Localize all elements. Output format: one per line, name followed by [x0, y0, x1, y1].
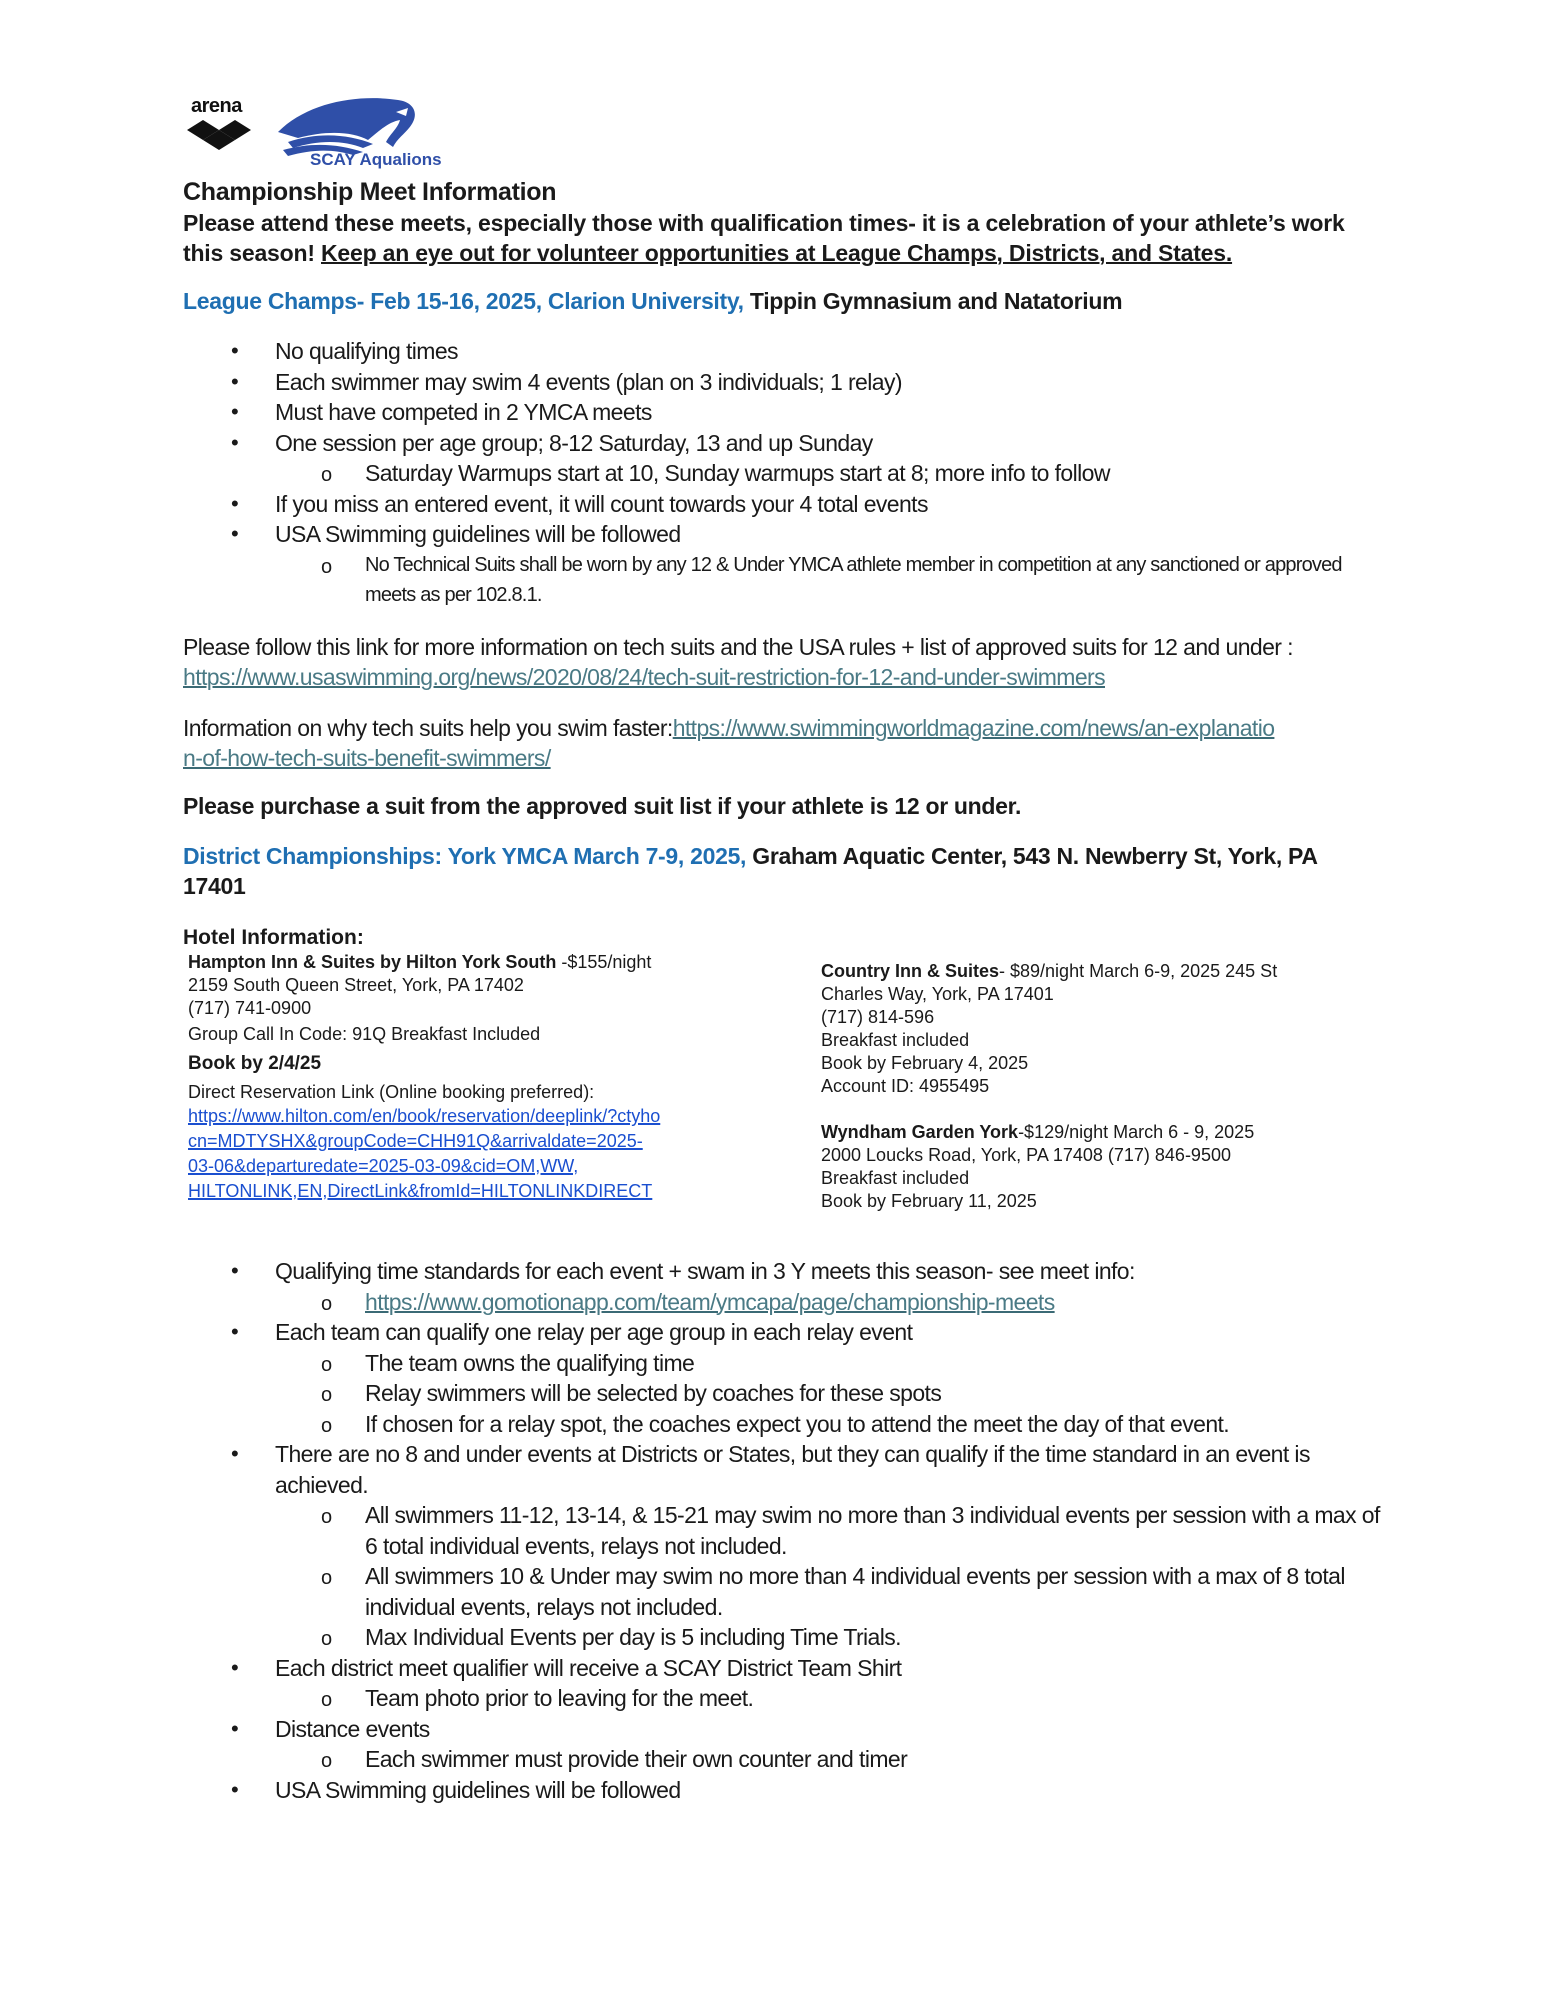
list-item-text: Relay swimmers will be selected by coaches for these spots — [365, 1380, 942, 1406]
hotel-name: Country Inn & Suites — [821, 961, 1000, 981]
volunteer-note: Keep an eye out for volunteer opportunities at League Champs, Districts, and States. — [321, 240, 1233, 266]
list-item-text: There are no 8 and under events at Districts or States, but they can qualify if the time standard in an event is achieved. — [275, 1441, 1310, 1498]
hotel-book-by: Book by February 4, 2025 — [821, 1053, 1029, 1073]
bullet-icon: • — [231, 399, 239, 424]
bullet-icon: • — [231, 1715, 239, 1741]
list-item-text: Saturday Warmups start at 10, Sunday warmups start at 8; more info to follow — [365, 460, 1110, 486]
sub-bullet-icon: o — [321, 464, 332, 486]
aqualions-logo — [268, 92, 442, 174]
sub-bullet-icon: o — [321, 1414, 332, 1437]
list-item — [183, 1256, 1383, 1287]
league-champs-list — [183, 336, 1383, 610]
districts-date-location: District Championships: York YMCA March 7-9, 2025, — [183, 843, 747, 869]
sub-bullet-icon: o — [321, 1292, 332, 1315]
why-tech-suits-text: Information on why tech suits help you swim faster: — [183, 715, 673, 741]
list-item — [183, 428, 1383, 459]
bullet-icon: • — [231, 368, 239, 394]
list-item-text: Qualifying time standards for each event + swam in 3 Y meets this season- see meet info: — [275, 1258, 1135, 1284]
list-item-text: All swimmers 10 & Under may swim no more than 4 individual events per session with a max of 8 total individual events, relays not included. — [365, 1563, 1345, 1620]
sub-bullet-icon: o — [321, 1567, 332, 1589]
sub-bullet-icon: o — [321, 1353, 332, 1376]
list-subitem — [183, 1348, 1383, 1379]
districts-venue: Graham Aquatic Center, 543 N. Newberry St, York, PA 17401 — [183, 843, 1317, 899]
list-item-text: No Technical Suits shall be worn by any 12 & Under YMCA athlete member in competition at any sanctioned or approved meets as per 102.8.1. — [365, 553, 1342, 606]
bullet-icon: • — [231, 338, 239, 363]
hotel-breakfast: Breakfast included — [821, 1030, 970, 1050]
hotel-phone: (717) 814-596 — [821, 1007, 935, 1027]
hotel-address: 2159 South Queen Street, York, PA 17402 — [188, 975, 524, 995]
list-subitem — [183, 1683, 1383, 1714]
list-item — [183, 1775, 1383, 1806]
list-item — [183, 1714, 1383, 1745]
league-champs-date-location: League Champs- Feb 15-16, 2025, Clarion University, — [183, 288, 744, 314]
list-item — [183, 489, 1383, 520]
tech-suit-paragraph — [183, 632, 1383, 692]
list-subitem — [183, 1622, 1383, 1653]
list-item-text: Each swimmer may swim 4 events (plan on 3 individuals; 1 relay) — [275, 368, 902, 395]
list-item-text: USA Swimming guidelines will be followed — [275, 1776, 681, 1803]
hotel-wyndham — [821, 1121, 1381, 1213]
hotel-country-inn — [821, 960, 1381, 1098]
hotel-address: Charles Way, York, PA 17401 — [821, 984, 1054, 1004]
hotel-group-code: Group Call In Code: 91Q Breakfast Included — [188, 1024, 541, 1044]
hotel-info-label: Hotel Information: — [183, 926, 364, 949]
list-subitem — [183, 1500, 1383, 1561]
list-item — [183, 1317, 1383, 1348]
list-subitem — [183, 1378, 1383, 1409]
hotel-account-id: Account ID: 4955495 — [821, 1076, 990, 1096]
hotel-price: -$155/night — [556, 952, 652, 972]
list-subitem — [183, 550, 1383, 610]
list-subitem — [183, 1561, 1383, 1622]
hotel-link-label: Direct Reservation Link (Online booking preferred): — [188, 1082, 595, 1102]
list-item-text: Each district meet qualifier will receive a SCAY District Team Shirt — [275, 1654, 902, 1681]
sub-bullet-icon: o — [321, 1689, 332, 1711]
hilton-reservation-link[interactable] — [188, 1104, 748, 1204]
list-item-text: No qualifying times — [275, 338, 458, 364]
link-line: 03-06&departuredate=2025-03-09&cid=OM,WW, — [188, 1156, 579, 1176]
league-champs-heading — [183, 286, 1122, 316]
hotel-price: - $89/night March 6-9, 2025 245 St — [999, 961, 1278, 981]
hotel-book-by: Book by February 11, 2025 — [821, 1191, 1037, 1211]
list-item-text: Each team can qualify one relay per age group in each relay event — [275, 1319, 913, 1345]
tech-suit-text: Please follow this link for more information on tech suits and the USA rules + list of approved suits for 12 and under : — [183, 634, 1293, 660]
list-item-text: If chosen for a relay spot, the coaches expect you to attend the meet the day of that event. — [365, 1410, 1230, 1437]
hotel-price: -$129/night March 6 - 9, 2025 — [1018, 1122, 1255, 1142]
swimming-world-link[interactable]: https://www.swimmingworldmagazine.com/news/an-explanation-of-how-tech-suits-benefit-swimmers/ — [183, 715, 1275, 771]
districts-list — [183, 1256, 1383, 1805]
hotel-name: Hampton Inn & Suites by Hilton York South — [188, 952, 557, 972]
sub-bullet-icon: o — [321, 1384, 332, 1406]
team-name: SCAY Aqualions — [310, 150, 442, 169]
page-title: Championship Meet Information — [183, 178, 557, 206]
list-item — [183, 519, 1383, 550]
list-item-text: Must have competed in 2 YMCA meets — [275, 399, 652, 425]
hotel-name: Wyndham Garden York — [821, 1122, 1019, 1142]
link-line: HILTONLINK,EN,DirectLink&fromId=HILTONLINKDIRECT — [188, 1181, 653, 1201]
link-line: https://www.hilton.com/en/book/reservation/deeplink/?ctyho — [188, 1106, 661, 1126]
list-item-text: Distance events — [275, 1715, 430, 1742]
list-item-text: The team owns the qualifying time — [365, 1349, 695, 1376]
link-line: cn=MDTYSHX&groupCode=CHH91Q&arrivaldate=2025- — [188, 1131, 643, 1151]
purchase-note: Please purchase a suit from the approved suit list if your athlete is 12 or under. — [183, 793, 1022, 819]
bullet-icon: • — [231, 429, 239, 455]
bullet-icon: • — [231, 1258, 239, 1283]
bullet-icon: • — [231, 1654, 239, 1680]
league-champs-venue: Tippin Gymnasium and Natatorium — [743, 288, 1123, 314]
list-item — [183, 336, 1383, 367]
hotel-book-by: Book by 2/4/25 — [188, 1053, 322, 1074]
districts-heading — [183, 841, 1333, 901]
list-item-text: Max Individual Events per day is 5 including Time Trials. — [365, 1624, 901, 1650]
list-item-text: One session per age group; 8-12 Saturday, 13 and up Sunday — [275, 429, 873, 456]
intro-paragraph — [183, 208, 1383, 268]
bullet-icon: • — [231, 490, 239, 516]
list-item — [183, 397, 1383, 428]
list-item — [183, 367, 1383, 398]
gomotion-championship-link[interactable]: https://www.gomotionapp.com/team/ymcapa/page/championship-meets — [365, 1288, 1055, 1315]
bullet-icon: • — [231, 1776, 239, 1802]
list-subitem — [183, 1287, 1383, 1318]
sub-bullet-icon: o — [321, 1628, 332, 1650]
list-item — [183, 1653, 1383, 1684]
list-item-text: If you miss an entered event, it will count towards your 4 total events — [275, 490, 928, 517]
list-item — [183, 1439, 1383, 1500]
sub-bullet-icon: o — [321, 1750, 332, 1772]
list-item-text: All swimmers 11-12, 13-14, & 15-21 may swim no more than 3 individual events per session with a max of 6 total individual events, relays not included. — [365, 1502, 1380, 1559]
list-subitem — [183, 1409, 1383, 1440]
list-subitem — [183, 1744, 1383, 1775]
sub-bullet-icon: o — [321, 1506, 332, 1528]
list-item-text: Team photo prior to leaving for the meet. — [365, 1685, 754, 1711]
hotel-phone: (717) 741-0900 — [188, 998, 312, 1018]
list-item-text: USA Swimming guidelines will be followed — [275, 521, 681, 547]
usa-swimming-link[interactable]: https://www.usaswimming.org/news/2020/08/24/tech-suit-restriction-for-12-and-under-swimmers — [183, 664, 1105, 690]
hotel-address: 2000 Loucks Road, York, PA 17408 (717) 846-9500 — [821, 1145, 1231, 1165]
bullet-icon: • — [231, 1319, 239, 1344]
bullet-icon: • — [231, 1441, 239, 1466]
hotel-hampton — [188, 951, 748, 1204]
bullet-icon: • — [231, 521, 239, 546]
sub-bullet-icon: o — [321, 555, 332, 578]
list-item-text: Each swimmer must provide their own counter and timer — [365, 1746, 908, 1772]
svg-text:arena: arena — [191, 95, 242, 117]
intro-text: Please attend these meets, especially those with qualification times- it is a celebration of your athlete’s work this season! — [183, 210, 1345, 266]
hotel-breakfast: Breakfast included — [821, 1168, 970, 1188]
list-subitem — [183, 458, 1383, 489]
why-tech-suits-paragraph — [183, 713, 1283, 773]
